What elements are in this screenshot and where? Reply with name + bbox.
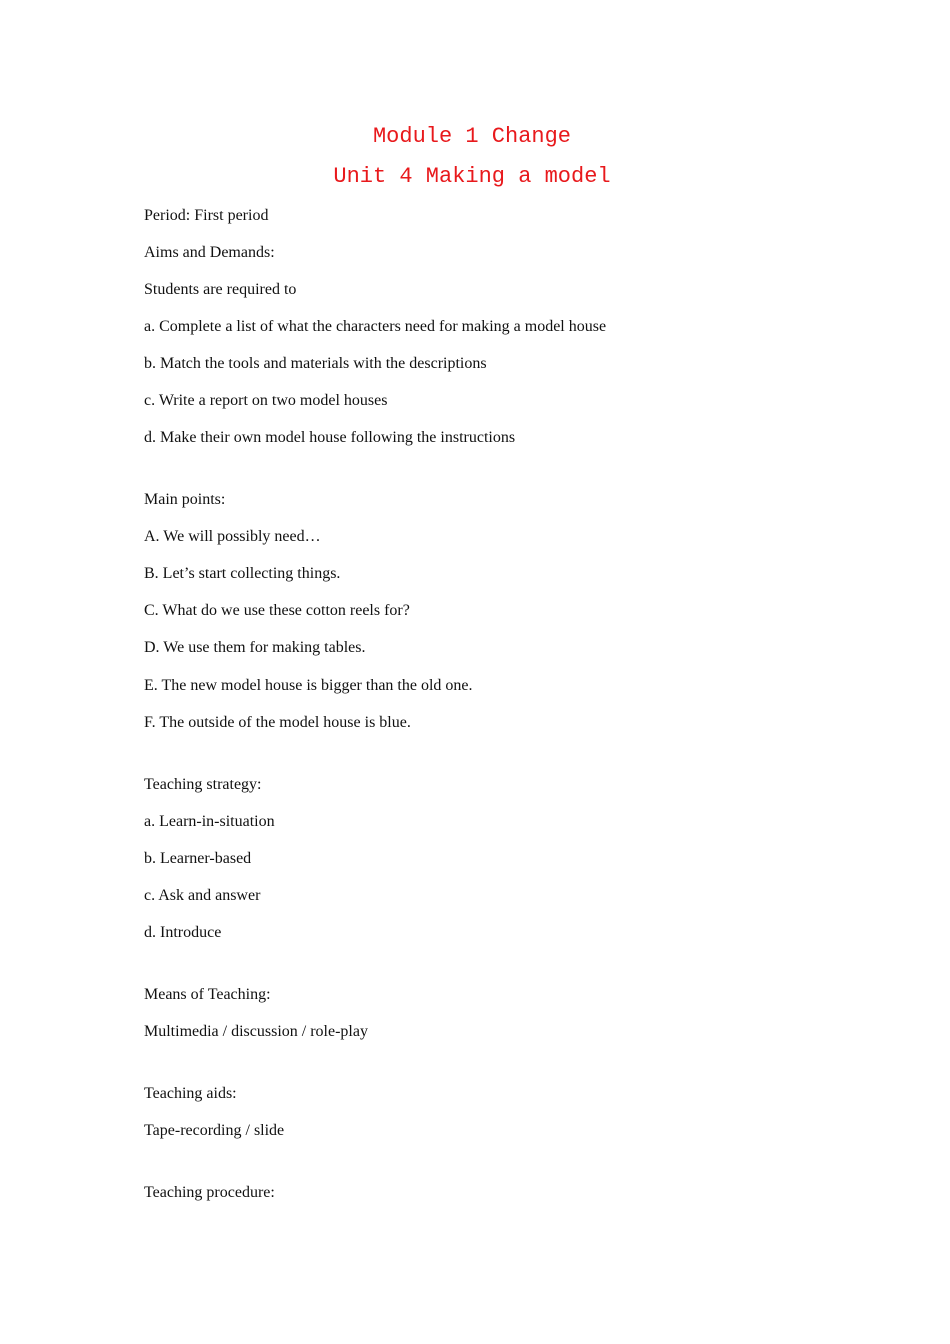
main-point-item: C. What do we use these cotton reels for? [144,602,410,619]
aims-item: c. Write a report on two model houses [144,392,388,409]
strategy-item: d. Introduce [144,924,222,941]
main-point-item: E. The new model house is bigger than the old one. [144,677,473,694]
procedure-heading: Teaching procedure: [144,1184,275,1201]
module-title: Module 1 Change [372,124,572,149]
aims-heading: Aims and Demands: [144,244,275,261]
main-point-item: F. The outside of the model house is blue. [144,714,411,731]
main-points-heading: Main points: [144,491,226,508]
aims-item: a. Complete a list of what the characters need for making a model house [144,318,607,335]
main-point-item: A. We will possibly need… [144,528,321,545]
period-line: Period: First period [144,207,269,224]
strategy-heading: Teaching strategy: [144,776,262,793]
aims-item: d. Make their own model house following the instructions [144,429,516,446]
aids-heading: Teaching aids: [144,1085,237,1102]
aids-text: Tape-recording / slide [144,1122,285,1139]
unit-title: Unit 4 Making a model [333,164,611,189]
strategy-item: b. Learner-based [144,850,252,867]
main-point-item: D. We use them for making tables. [144,639,366,656]
strategy-item: a. Learn-in-situation [144,813,275,830]
aims-item: b. Match the tools and materials with the descriptions [144,355,487,372]
means-heading: Means of Teaching: [144,986,271,1003]
aims-intro: Students are required to [144,281,297,298]
strategy-item: c. Ask and answer [144,887,261,904]
main-point-item: B. Let’s start collecting things. [144,565,341,582]
means-text: Multimedia / discussion / role-play [144,1023,368,1040]
